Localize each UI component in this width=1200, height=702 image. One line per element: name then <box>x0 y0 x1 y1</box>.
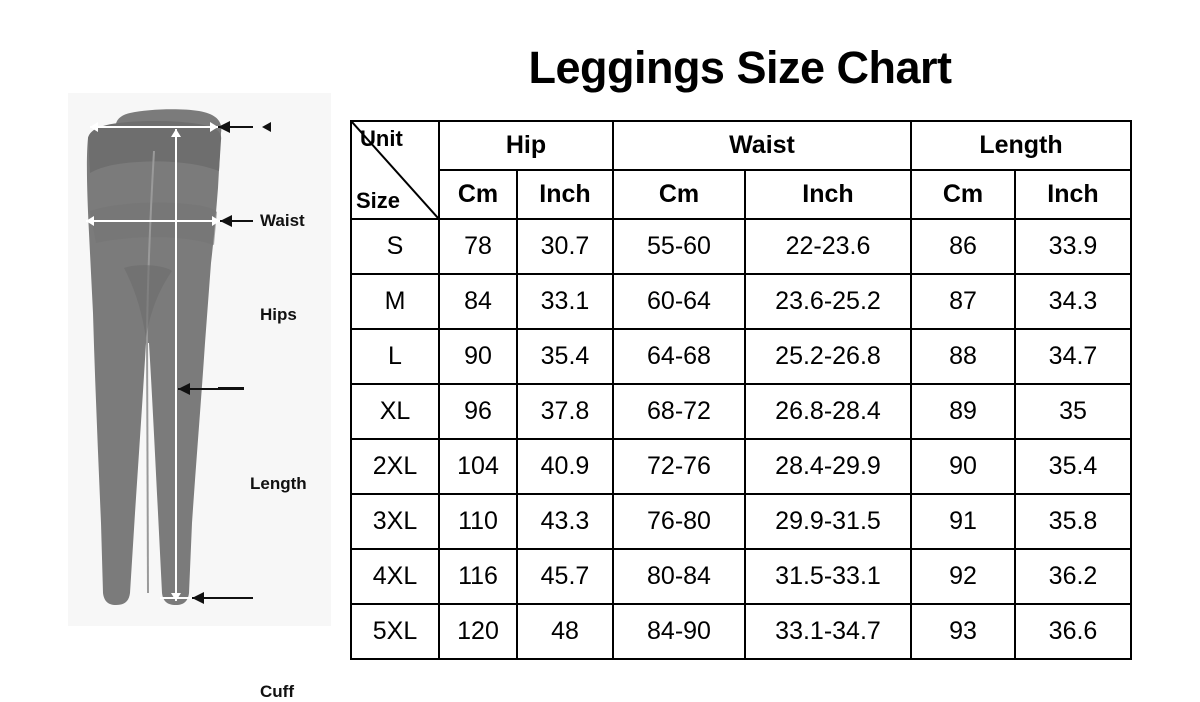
cell-hip-cm: 78 <box>439 219 517 274</box>
cell-waist-inch: 31.5-33.1 <box>745 549 911 604</box>
cell-hip-inch: 45.7 <box>517 549 613 604</box>
cell-length-cm: 92 <box>911 549 1015 604</box>
cell-hip-cm: 84 <box>439 274 517 329</box>
cell-hip-inch: 33.1 <box>517 274 613 329</box>
corner-unit-label: Unit <box>360 126 403 151</box>
cell-hip-inch: 43.3 <box>517 494 613 549</box>
table-row <box>351 604 1131 659</box>
corner-size-label: Size <box>356 188 401 213</box>
unit-header-hip-cm: Cm <box>439 170 517 219</box>
cell-waist-inch: 28.4-29.9 <box>745 439 911 494</box>
unit-header-length-cm: Cm <box>911 170 1015 219</box>
unit-header-waist-inch: Inch <box>745 170 911 219</box>
cell-hip-cm: 90 <box>439 329 517 384</box>
cell-size: S <box>351 219 439 274</box>
cell-waist-cm: 64-68 <box>613 329 745 384</box>
annotation-length: Length <box>250 474 307 493</box>
cell-waist-cm: 55-60 <box>613 219 745 274</box>
cell-length-cm: 89 <box>911 384 1015 439</box>
cell-hip-cm: 96 <box>439 384 517 439</box>
cell-waist-cm: 84-90 <box>613 604 745 659</box>
cell-hip-inch: 30.7 <box>517 219 613 274</box>
cell-waist-inch: 25.2-26.8 <box>745 329 911 384</box>
cell-length-inch: 34.3 <box>1015 274 1131 329</box>
leggings-figure-icon <box>68 93 331 626</box>
cell-length-cm: 91 <box>911 494 1015 549</box>
cell-waist-cm: 68-72 <box>613 384 745 439</box>
cell-length-inch: 33.9 <box>1015 219 1131 274</box>
page-title: Leggings Size Chart <box>528 42 952 93</box>
cell-waist-inch: 29.9-31.5 <box>745 494 911 549</box>
annotation-waist: Waist <box>260 211 305 230</box>
table-row <box>351 494 1131 549</box>
unit-header-waist-cm: Cm <box>613 170 745 219</box>
cell-length-inch: 35.4 <box>1015 439 1131 494</box>
table-row <box>351 219 1131 274</box>
cell-waist-cm: 76-80 <box>613 494 745 549</box>
table-row <box>351 274 1131 329</box>
group-header-hip: Hip <box>439 121 613 170</box>
cell-length-cm: 90 <box>911 439 1015 494</box>
cell-waist-inch: 22-23.6 <box>745 219 911 274</box>
annotation-cuff: Cuff <box>260 682 294 701</box>
table-row <box>351 329 1131 384</box>
corner-unit-size-cell <box>351 121 439 219</box>
group-header-length: Length <box>911 121 1131 170</box>
table-row <box>351 384 1131 439</box>
cell-hip-inch: 48 <box>517 604 613 659</box>
cell-waist-cm: 72-76 <box>613 439 745 494</box>
cell-size: L <box>351 329 439 384</box>
unit-header-length-inch: Inch <box>1015 170 1131 219</box>
cell-size: 4XL <box>351 549 439 604</box>
table-header-group-row <box>351 121 1131 170</box>
table-row <box>351 549 1131 604</box>
cell-hip-cm: 120 <box>439 604 517 659</box>
size-chart-table <box>350 120 1132 660</box>
cell-waist-inch: 26.8-28.4 <box>745 384 911 439</box>
cell-waist-cm: 60-64 <box>613 274 745 329</box>
group-header-waist: Waist <box>613 121 911 170</box>
cell-size: 5XL <box>351 604 439 659</box>
cell-hip-inch: 40.9 <box>517 439 613 494</box>
cell-length-cm: 86 <box>911 219 1015 274</box>
cell-waist-inch: 33.1-34.7 <box>745 604 911 659</box>
cell-hip-cm: 110 <box>439 494 517 549</box>
unit-header-hip-inch: Inch <box>517 170 613 219</box>
cell-hip-cm: 116 <box>439 549 517 604</box>
size-chart-table-wrapper <box>350 120 1130 660</box>
cell-length-inch: 36.2 <box>1015 549 1131 604</box>
table-row <box>351 439 1131 494</box>
annotation-hips: Hips <box>260 305 297 324</box>
cell-length-inch: 34.7 <box>1015 329 1131 384</box>
cell-hip-inch: 37.8 <box>517 384 613 439</box>
cell-length-inch: 35 <box>1015 384 1131 439</box>
cell-waist-cm: 80-84 <box>613 549 745 604</box>
leggings-illustration <box>68 93 331 701</box>
cell-length-cm: 93 <box>911 604 1015 659</box>
cell-size: M <box>351 274 439 329</box>
cell-size: 2XL <box>351 439 439 494</box>
cell-length-inch: 36.6 <box>1015 604 1131 659</box>
cell-size: XL <box>351 384 439 439</box>
table-header-unit-row <box>351 170 1131 219</box>
cell-hip-cm: 104 <box>439 439 517 494</box>
cell-length-cm: 88 <box>911 329 1015 384</box>
cell-length-cm: 87 <box>911 274 1015 329</box>
cell-length-inch: 35.8 <box>1015 494 1131 549</box>
cell-hip-inch: 35.4 <box>517 329 613 384</box>
cell-size: 3XL <box>351 494 439 549</box>
cell-waist-inch: 23.6-25.2 <box>745 274 911 329</box>
